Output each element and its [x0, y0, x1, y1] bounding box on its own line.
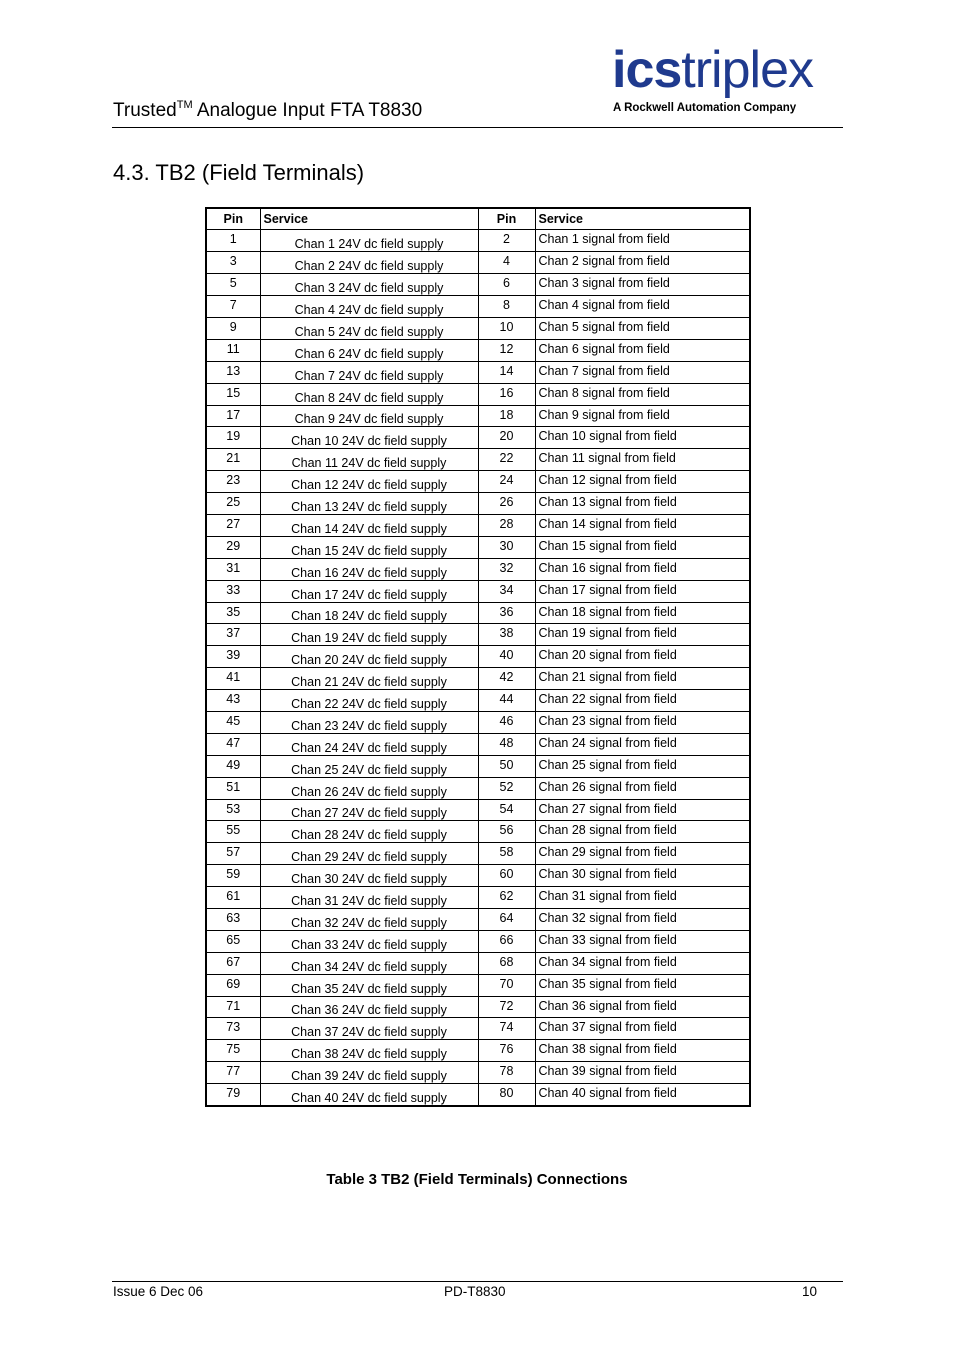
footer-document-id: PD-T8830 — [444, 1284, 506, 1299]
supply-service-cell: Chan 33 24V dc field supply — [260, 930, 478, 952]
pin-even-cell: 8 — [478, 296, 535, 318]
table-row — [206, 624, 750, 646]
pin-odd-cell: 73 — [206, 1018, 260, 1040]
logo-tagline — [613, 102, 796, 114]
supply-service-cell: Chan 3 24V dc field supply — [260, 274, 478, 296]
pin-odd-cell: 41 — [206, 668, 260, 690]
pin-even-cell: 46 — [478, 711, 535, 733]
logo-tagline-prefix: A — [613, 102, 625, 114]
signal-service-cell: Chan 26 signal from field — [535, 777, 750, 799]
pin-odd-cell: 63 — [206, 909, 260, 931]
pin-odd-cell: 29 — [206, 536, 260, 558]
supply-service-cell: Chan 17 24V dc field supply — [260, 580, 478, 602]
supply-service-cell: Chan 14 24V dc field supply — [260, 514, 478, 536]
pin-even-cell: 50 — [478, 755, 535, 777]
supply-service-cell: Chan 24 24V dc field supply — [260, 733, 478, 755]
signal-service-cell: Chan 21 signal from field — [535, 668, 750, 690]
supply-service-cell: Chan 22 24V dc field supply — [260, 690, 478, 712]
pin-odd-cell: 67 — [206, 952, 260, 974]
table-row — [206, 405, 750, 427]
table-row — [206, 821, 750, 843]
signal-service-cell: Chan 23 signal from field — [535, 711, 750, 733]
table-body — [206, 230, 750, 1106]
pin-even-cell: 66 — [478, 930, 535, 952]
supply-service-cell: Chan 28 24V dc field supply — [260, 821, 478, 843]
supply-service-cell: Chan 6 24V dc field supply — [260, 339, 478, 361]
pin-odd-cell: 27 — [206, 514, 260, 536]
table-row — [206, 536, 750, 558]
supply-service-cell: Chan 19 24V dc field supply — [260, 624, 478, 646]
pin-odd-cell: 51 — [206, 777, 260, 799]
signal-service-cell: Chan 5 signal from field — [535, 317, 750, 339]
logo-brand-light: triplex — [681, 41, 814, 99]
supply-service-cell: Chan 18 24V dc field supply — [260, 602, 478, 624]
signal-service-cell: Chan 27 signal from field — [535, 799, 750, 821]
pin-odd-cell: 55 — [206, 821, 260, 843]
pin-even-cell: 48 — [478, 733, 535, 755]
pin-even-cell: 6 — [478, 274, 535, 296]
table-row — [206, 1018, 750, 1040]
table-row — [206, 668, 750, 690]
supply-service-cell: Chan 32 24V dc field supply — [260, 909, 478, 931]
pin-even-cell: 16 — [478, 383, 535, 405]
supply-service-cell: Chan 20 24V dc field supply — [260, 646, 478, 668]
table-row — [206, 799, 750, 821]
logo-tagline-suffix: Company — [740, 102, 797, 114]
pin-even-cell: 74 — [478, 1018, 535, 1040]
supply-service-cell: Chan 5 24V dc field supply — [260, 317, 478, 339]
table-row — [206, 361, 750, 383]
pin-odd-cell: 39 — [206, 646, 260, 668]
table-row — [206, 755, 750, 777]
pin-odd-cell: 25 — [206, 493, 260, 515]
pin-even-cell: 38 — [478, 624, 535, 646]
table-row — [206, 317, 750, 339]
pin-odd-cell: 19 — [206, 427, 260, 449]
signal-service-cell: Chan 19 signal from field — [535, 624, 750, 646]
table-row — [206, 339, 750, 361]
signal-service-cell: Chan 24 signal from field — [535, 733, 750, 755]
table-row — [206, 514, 750, 536]
pin-odd-cell: 15 — [206, 383, 260, 405]
table-row — [206, 974, 750, 996]
table-header-row — [206, 208, 750, 230]
footer-divider — [112, 1281, 843, 1282]
pin-even-cell: 10 — [478, 317, 535, 339]
table-row — [206, 1084, 750, 1106]
supply-service-cell: Chan 29 24V dc field supply — [260, 843, 478, 865]
signal-service-cell: Chan 33 signal from field — [535, 930, 750, 952]
pin-odd-cell: 53 — [206, 799, 260, 821]
supply-service-cell: Chan 38 24V dc field supply — [260, 1040, 478, 1062]
supply-service-cell: Chan 40 24V dc field supply — [260, 1084, 478, 1106]
pin-even-cell: 54 — [478, 799, 535, 821]
pin-even-cell: 42 — [478, 668, 535, 690]
table-row — [206, 230, 750, 252]
supply-service-cell: Chan 12 24V dc field supply — [260, 471, 478, 493]
signal-service-cell: Chan 16 signal from field — [535, 558, 750, 580]
pin-even-cell: 72 — [478, 996, 535, 1018]
pin-even-cell: 64 — [478, 909, 535, 931]
signal-service-cell: Chan 2 signal from field — [535, 252, 750, 274]
signal-service-cell: Chan 34 signal from field — [535, 952, 750, 974]
pin-even-cell: 60 — [478, 865, 535, 887]
table-row — [206, 777, 750, 799]
document-title — [113, 99, 422, 122]
logo-wordmark — [612, 42, 813, 98]
pin-even-cell: 28 — [478, 514, 535, 536]
pin-even-cell: 56 — [478, 821, 535, 843]
pin-odd-cell: 35 — [206, 602, 260, 624]
table-row — [206, 252, 750, 274]
signal-service-cell: Chan 30 signal from field — [535, 865, 750, 887]
signal-service-cell: Chan 6 signal from field — [535, 339, 750, 361]
logo-brand-bold: ics — [612, 41, 682, 99]
table-row — [206, 602, 750, 624]
supply-service-cell: Chan 8 24V dc field supply — [260, 383, 478, 405]
pin-even-cell: 34 — [478, 580, 535, 602]
signal-service-cell: Chan 1 signal from field — [535, 230, 750, 252]
supply-service-cell: Chan 7 24V dc field supply — [260, 361, 478, 383]
signal-service-cell: Chan 35 signal from field — [535, 974, 750, 996]
table-row — [206, 865, 750, 887]
signal-service-cell: Chan 28 signal from field — [535, 821, 750, 843]
supply-service-cell: Chan 36 24V dc field supply — [260, 996, 478, 1018]
signal-service-cell: Chan 25 signal from field — [535, 755, 750, 777]
table-row — [206, 1062, 750, 1084]
footer-page-number: 10 — [802, 1284, 818, 1299]
header-pin-2: Pin — [478, 208, 535, 230]
pin-even-cell: 68 — [478, 952, 535, 974]
signal-service-cell: Chan 29 signal from field — [535, 843, 750, 865]
supply-service-cell: Chan 23 24V dc field supply — [260, 711, 478, 733]
pin-odd-cell: 45 — [206, 711, 260, 733]
table-row — [206, 733, 750, 755]
signal-service-cell: Chan 7 signal from field — [535, 361, 750, 383]
table-row — [206, 1040, 750, 1062]
signal-service-cell: Chan 8 signal from field — [535, 383, 750, 405]
pin-odd-cell: 43 — [206, 690, 260, 712]
pin-even-cell: 14 — [478, 361, 535, 383]
pin-odd-cell: 11 — [206, 339, 260, 361]
pin-even-cell: 80 — [478, 1084, 535, 1106]
supply-service-cell: Chan 34 24V dc field supply — [260, 952, 478, 974]
supply-service-cell: Chan 30 24V dc field supply — [260, 865, 478, 887]
signal-service-cell: Chan 14 signal from field — [535, 514, 750, 536]
pin-odd-cell: 59 — [206, 865, 260, 887]
signal-service-cell: Chan 32 signal from field — [535, 909, 750, 931]
pin-odd-cell: 79 — [206, 1084, 260, 1106]
supply-service-cell: Chan 2 24V dc field supply — [260, 252, 478, 274]
pin-even-cell: 12 — [478, 339, 535, 361]
pin-even-cell: 22 — [478, 449, 535, 471]
signal-service-cell: Chan 37 signal from field — [535, 1018, 750, 1040]
logo-tagline-bold: Rockwell Automation — [624, 102, 741, 114]
title-suffix: Analogue Input FTA T8830 — [192, 100, 423, 121]
pin-odd-cell: 57 — [206, 843, 260, 865]
pin-even-cell: 20 — [478, 427, 535, 449]
pin-even-cell: 32 — [478, 558, 535, 580]
pin-odd-cell: 3 — [206, 252, 260, 274]
pin-odd-cell: 5 — [206, 274, 260, 296]
pin-odd-cell: 77 — [206, 1062, 260, 1084]
signal-service-cell: Chan 11 signal from field — [535, 449, 750, 471]
pin-even-cell: 26 — [478, 493, 535, 515]
signal-service-cell: Chan 12 signal from field — [535, 471, 750, 493]
pin-odd-cell: 61 — [206, 887, 260, 909]
signal-service-cell: Chan 4 signal from field — [535, 296, 750, 318]
table-row — [206, 274, 750, 296]
company-logo — [612, 42, 844, 120]
pin-even-cell: 70 — [478, 974, 535, 996]
pin-even-cell: 36 — [478, 602, 535, 624]
title-prefix: Trusted — [113, 100, 177, 121]
supply-service-cell: Chan 25 24V dc field supply — [260, 755, 478, 777]
signal-service-cell: Chan 10 signal from field — [535, 427, 750, 449]
table-row — [206, 427, 750, 449]
pin-odd-cell: 37 — [206, 624, 260, 646]
pin-even-cell: 52 — [478, 777, 535, 799]
header-service-2: Service — [535, 208, 750, 230]
supply-service-cell: Chan 21 24V dc field supply — [260, 668, 478, 690]
pin-odd-cell: 13 — [206, 361, 260, 383]
pin-even-cell: 62 — [478, 887, 535, 909]
pin-odd-cell: 17 — [206, 405, 260, 427]
pin-odd-cell: 65 — [206, 930, 260, 952]
pin-even-cell: 2 — [478, 230, 535, 252]
signal-service-cell: Chan 3 signal from field — [535, 274, 750, 296]
header-pin: Pin — [206, 208, 260, 230]
supply-service-cell: Chan 27 24V dc field supply — [260, 799, 478, 821]
signal-service-cell: Chan 39 signal from field — [535, 1062, 750, 1084]
signal-service-cell: Chan 31 signal from field — [535, 887, 750, 909]
pin-even-cell: 24 — [478, 471, 535, 493]
pin-odd-cell: 21 — [206, 449, 260, 471]
table-row — [206, 887, 750, 909]
pin-odd-cell: 9 — [206, 317, 260, 339]
table-row — [206, 558, 750, 580]
table-row — [206, 580, 750, 602]
signal-service-cell: Chan 40 signal from field — [535, 1084, 750, 1106]
pin-odd-cell: 23 — [206, 471, 260, 493]
supply-service-cell: Chan 31 24V dc field supply — [260, 887, 478, 909]
table-row — [206, 952, 750, 974]
signal-service-cell: Chan 17 signal from field — [535, 580, 750, 602]
pin-odd-cell: 1 — [206, 230, 260, 252]
pin-even-cell: 58 — [478, 843, 535, 865]
pin-odd-cell: 75 — [206, 1040, 260, 1062]
supply-service-cell: Chan 37 24V dc field supply — [260, 1018, 478, 1040]
pin-even-cell: 40 — [478, 646, 535, 668]
signal-service-cell: Chan 36 signal from field — [535, 996, 750, 1018]
section-heading: 4.3. TB2 (Field Terminals) — [113, 160, 365, 185]
table-row — [206, 996, 750, 1018]
table-row — [206, 449, 750, 471]
supply-service-cell: Chan 35 24V dc field supply — [260, 974, 478, 996]
supply-service-cell: Chan 11 24V dc field supply — [260, 449, 478, 471]
supply-service-cell: Chan 10 24V dc field supply — [260, 427, 478, 449]
pin-even-cell: 76 — [478, 1040, 535, 1062]
pin-odd-cell: 33 — [206, 580, 260, 602]
table-row — [206, 909, 750, 931]
signal-service-cell: Chan 20 signal from field — [535, 646, 750, 668]
table-row — [206, 383, 750, 405]
table-row — [206, 646, 750, 668]
pin-even-cell: 78 — [478, 1062, 535, 1084]
pin-even-cell: 18 — [478, 405, 535, 427]
pin-odd-cell: 69 — [206, 974, 260, 996]
pin-even-cell: 44 — [478, 690, 535, 712]
supply-service-cell: Chan 26 24V dc field supply — [260, 777, 478, 799]
pin-connections-table — [205, 207, 751, 1107]
signal-service-cell: Chan 13 signal from field — [535, 493, 750, 515]
table-caption: Table 3 TB2 (Field Terminals) Connections — [326, 1171, 628, 1188]
supply-service-cell: Chan 1 24V dc field supply — [260, 230, 478, 252]
signal-service-cell: Chan 15 signal from field — [535, 536, 750, 558]
signal-service-cell: Chan 38 signal from field — [535, 1040, 750, 1062]
pin-odd-cell: 31 — [206, 558, 260, 580]
supply-service-cell: Chan 15 24V dc field supply — [260, 536, 478, 558]
header-divider — [112, 127, 843, 128]
supply-service-cell: Chan 13 24V dc field supply — [260, 493, 478, 515]
supply-service-cell: Chan 4 24V dc field supply — [260, 296, 478, 318]
signal-service-cell: Chan 22 signal from field — [535, 690, 750, 712]
pin-odd-cell: 47 — [206, 733, 260, 755]
table-row — [206, 690, 750, 712]
supply-service-cell: Chan 16 24V dc field supply — [260, 558, 478, 580]
table-row — [206, 296, 750, 318]
pin-even-cell: 30 — [478, 536, 535, 558]
pin-even-cell: 4 — [478, 252, 535, 274]
header-service: Service — [260, 208, 478, 230]
table-row — [206, 930, 750, 952]
pin-odd-cell: 71 — [206, 996, 260, 1018]
signal-service-cell: Chan 9 signal from field — [535, 405, 750, 427]
supply-service-cell: Chan 9 24V dc field supply — [260, 405, 478, 427]
pin-odd-cell: 7 — [206, 296, 260, 318]
footer-issue: Issue 6 Dec 06 — [113, 1284, 204, 1299]
signal-service-cell: Chan 18 signal from field — [535, 602, 750, 624]
table-row — [206, 493, 750, 515]
table-row — [206, 471, 750, 493]
pin-odd-cell: 49 — [206, 755, 260, 777]
trademark-superscript: TM — [176, 99, 193, 111]
table-row — [206, 711, 750, 733]
table-row — [206, 843, 750, 865]
supply-service-cell: Chan 39 24V dc field supply — [260, 1062, 478, 1084]
